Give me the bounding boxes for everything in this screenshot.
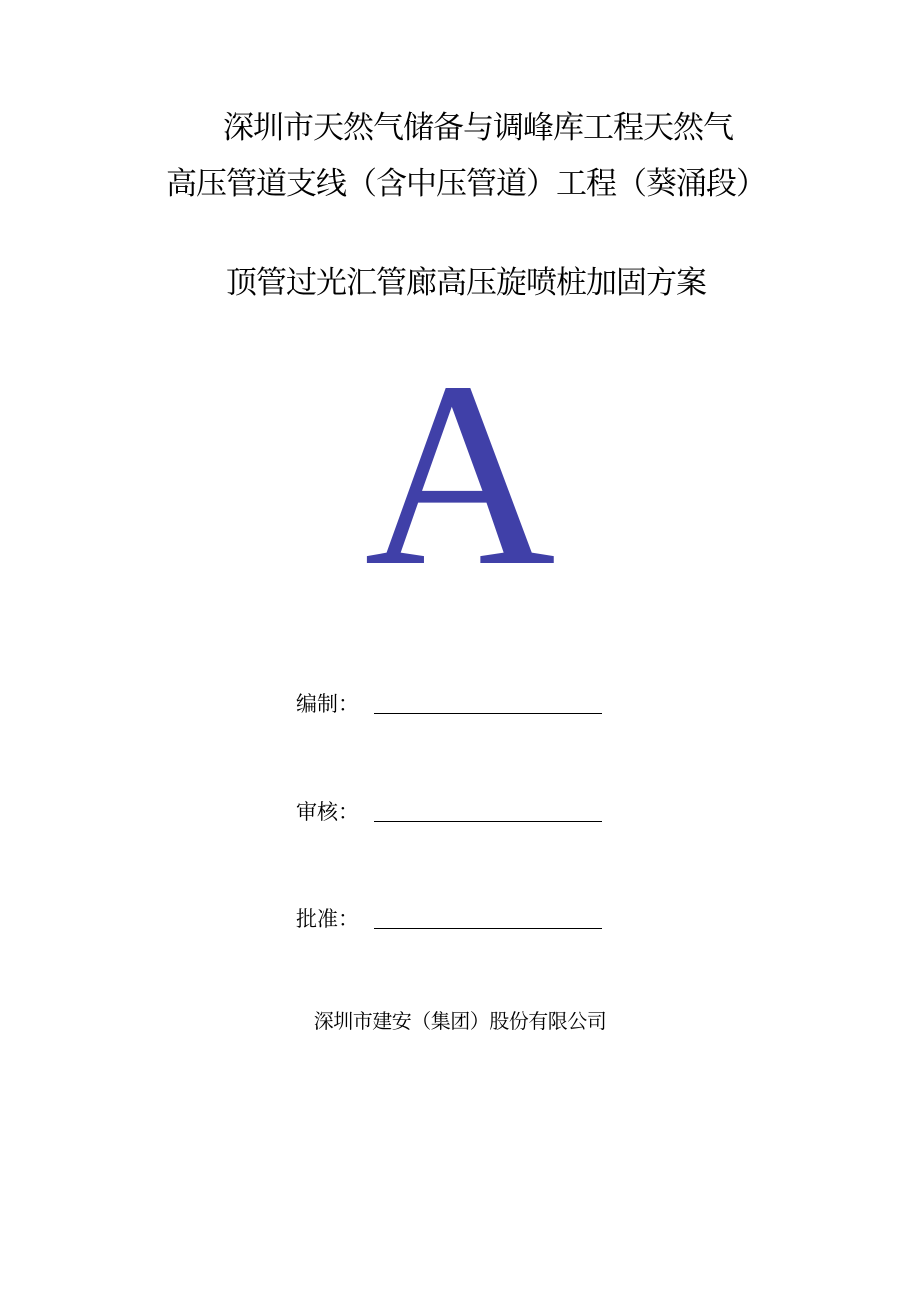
review-label: 审核： — [296, 800, 359, 824]
logo-letter: A — [364, 328, 556, 621]
approve-label: 批准： — [296, 907, 359, 931]
title-line-2: 高压管道支线（含中压管道）工程（葵涌段） — [166, 166, 766, 202]
approve-signature-line — [374, 928, 602, 929]
review-signature-line — [374, 821, 602, 822]
compile-signature-line — [374, 713, 602, 714]
title-line-3: 顶管过光汇管廊高压旋喷桩加固方案 — [226, 265, 706, 301]
compile-label: 编制： — [296, 692, 359, 716]
title-line-1: 深圳市天然气储备与调峰库工程天然气 — [223, 110, 733, 146]
company-name: 深圳市建安（集团）股份有限公司 — [313, 1009, 607, 1033]
